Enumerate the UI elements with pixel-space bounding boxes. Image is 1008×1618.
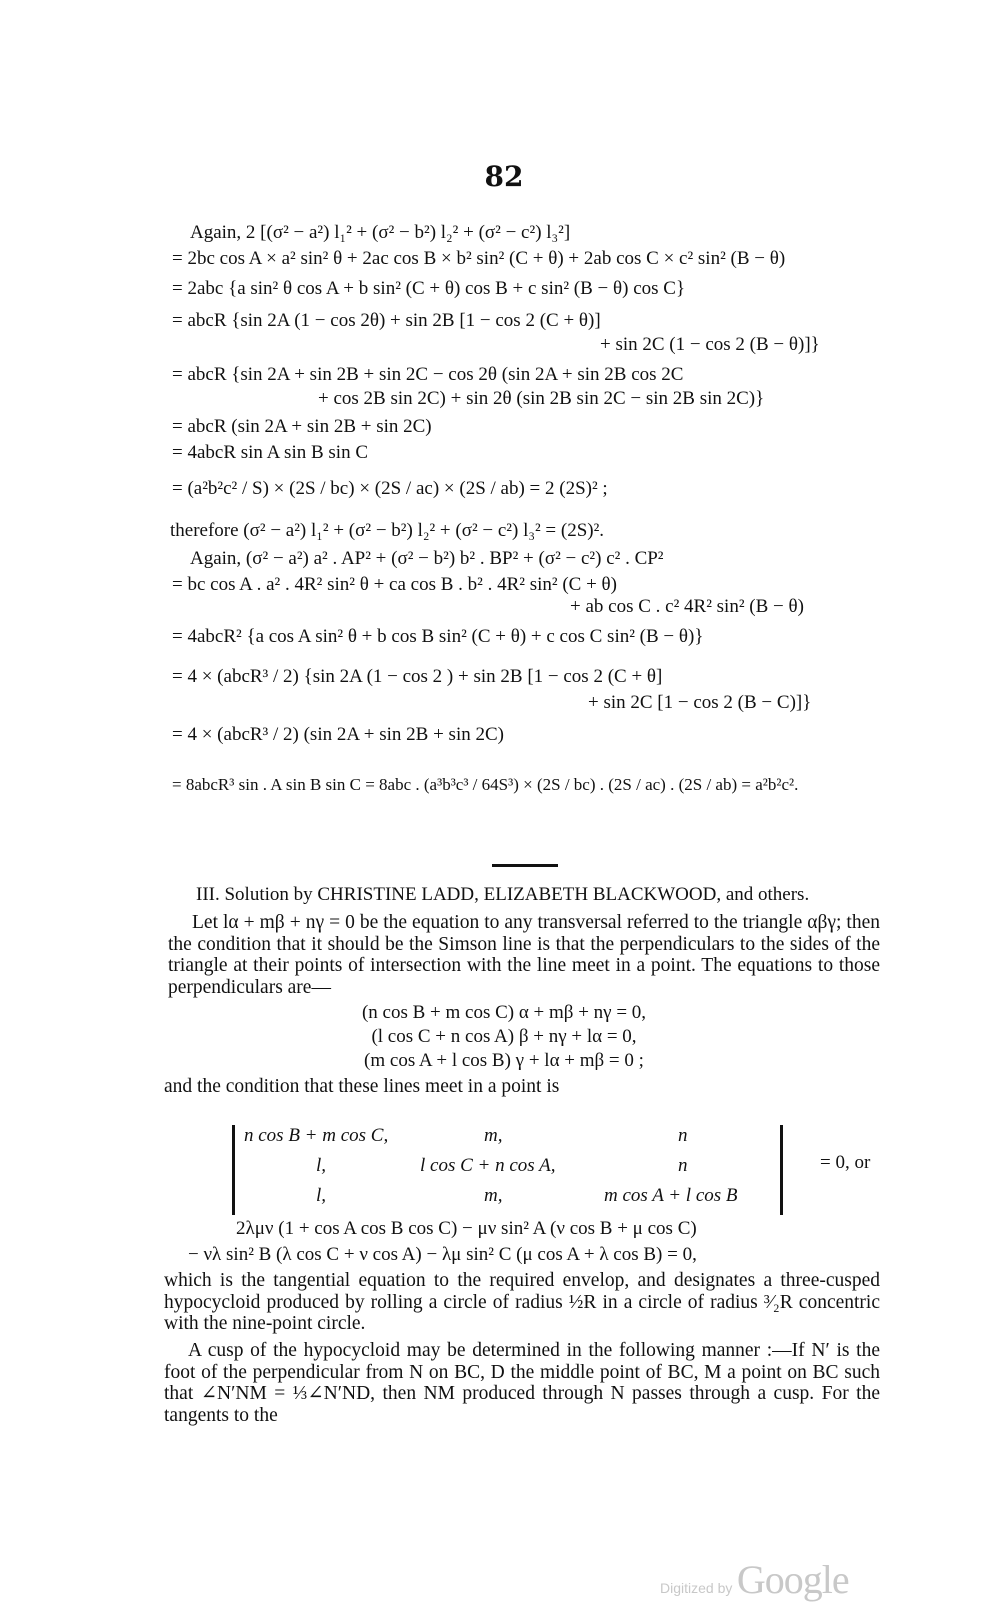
determinant-cell: l cos C + n cos A, xyxy=(420,1155,556,1176)
equation-line: + sin 2C [1 − cos 2 (B − C)]} xyxy=(588,692,812,713)
equation-line: (n cos B + m cos C) α + mβ + nγ = 0, xyxy=(361,1002,647,1023)
determinant-bar-right xyxy=(780,1125,783,1215)
determinant-cell: m, xyxy=(484,1125,503,1146)
determinant-cell: l, xyxy=(316,1185,327,1206)
equation-line: + sin 2C (1 − cos 2 (B − θ)]} xyxy=(600,334,820,355)
equation-line: (m cos A + l cos B) γ + lα + mβ = 0 ; xyxy=(364,1050,644,1071)
equation-line: + ab cos C . c² 4R² sin² (B − θ) xyxy=(570,596,804,617)
equation-line: = 8abcR³ sin . A sin B sin C = 8abc . (a³b³c³ / 64S³) × (2S / bc) . (2S / ac) . (2S / ab) = a²b²c². xyxy=(172,775,799,794)
determinant-cell: n xyxy=(678,1155,688,1176)
google-logo: Google xyxy=(736,1557,849,1602)
equation-line: = 4 × (abcR³ / 2) {sin 2A (1 − cos 2 ) + sin 2B [1 − cos 2 (C + θ] xyxy=(172,666,663,687)
equation-line: = 4abcR sin A sin B sin C xyxy=(172,442,368,463)
section-rule xyxy=(492,864,558,867)
determinant-cell: m cos A + l cos B xyxy=(604,1185,738,1206)
determinant-cell: l, xyxy=(316,1155,327,1176)
determinant-rhs: = 0, or xyxy=(820,1152,871,1173)
equation-line: = (a²b²c² / S) × (2S / bc) × (2S / ac) × (2S / ab) = 2 (2S)² ; xyxy=(172,478,608,499)
equation-line: = abcR {sin 2A + sin 2B + sin 2C − cos 2θ (sin 2A + sin 2B cos 2C xyxy=(172,364,684,385)
equation-line: = abcR {sin 2A (1 − cos 2θ) + sin 2B [1 − cos 2 (C + θ)] xyxy=(172,310,601,331)
paragraph: Let lα + mβ + nγ = 0 be the equation to any transversal referred to the triangle αβγ; then the condition that it should be the Simson line is that the perpendiculars to the sides of the triangle at their points of intersection with the line meet in a point. The equations to those perpendiculars are— xyxy=(168,912,880,998)
equation-line: = 2abc {a sin² θ cos A + b sin² (C + θ) cos B + c sin² (B − θ) cos C} xyxy=(172,278,686,299)
paragraph: and the condition that these lines meet in a point is xyxy=(164,1076,560,1097)
equation-line: + cos 2B sin 2C) + sin 2θ (sin 2B sin 2C − sin 2B sin 2C)} xyxy=(318,388,765,409)
equation-line: = 4abcR² {a cos A sin² θ + b cos B sin² (C + θ) + c cos C sin² (B − θ)} xyxy=(172,626,704,647)
determinant-cell: m, xyxy=(484,1185,503,1206)
equation-line: − νλ sin² B (λ cos C + ν cos A) − λμ sin² C (μ cos A + λ cos B) = 0, xyxy=(188,1244,697,1265)
section-heading: III. Solution by CHRISTINE LADD, ELIZABETH BLACKWOOD, and others. xyxy=(196,884,810,905)
equation-line: therefore (σ² − a²) l₁² + (σ² − b²) l₂² + (σ² − c²) l₃² = (2S)². xyxy=(170,520,605,541)
equation-line: 2λμν (1 + cos A cos B cos C) − μν sin² A (ν cos B + μ cos C) xyxy=(236,1218,697,1239)
equation-line: = abcR (sin 2A + sin 2B + sin 2C) xyxy=(172,416,432,437)
equation-line: = 2bc cos A × a² sin² θ + 2ac cos B × b² sin² (C + θ) + 2ab cos C × c² sin² (B − θ) xyxy=(172,248,786,269)
equation-line: = bc cos A . a² . 4R² sin² θ + ca cos B . b² . 4R² sin² (C + θ) xyxy=(172,574,617,595)
determinant-cell: n xyxy=(678,1125,688,1146)
equation-line: (l cos C + n cos A) β + nγ + lα = 0, xyxy=(371,1026,637,1047)
paragraph: which is the tangential equation to the required envelop, and designates a three-cusped hypocycloid produced by rolling a circle of radius ½R in a circle of radius ³⁄₂R concentric with the nine-point circle. xyxy=(164,1270,880,1334)
determinant-bar-left xyxy=(232,1125,235,1215)
page-number: 82 xyxy=(484,160,524,193)
paragraph: A cusp of the hypocycloid may be determined in the following manner :—If N′ is the foot of the perpendicular from N on BC, D the middle point of BC, M a point on BC such that ∠N′NM = ⅓∠N′ND, then NM produced through N passes through a cusp. For the tangents to the xyxy=(164,1340,880,1426)
digitized-watermark xyxy=(660,1556,849,1603)
equation-line: Again, (σ² − a²) a² . AP² + (σ² − b²) b² . BP² + (σ² − c²) c² . CP² xyxy=(190,548,664,569)
determinant xyxy=(232,1125,832,1215)
digitized-label: Digitized by xyxy=(660,1580,733,1596)
equation-line: = 4 × (abcR³ / 2) (sin 2A + sin 2B + sin 2C) xyxy=(172,724,504,745)
determinant-cell: n cos B + m cos C, xyxy=(244,1125,389,1146)
equation-line: Again, 2 [(σ² − a²) l₁² + (σ² − b²) l₂² + (σ² − c²) l₃²] xyxy=(190,222,571,243)
